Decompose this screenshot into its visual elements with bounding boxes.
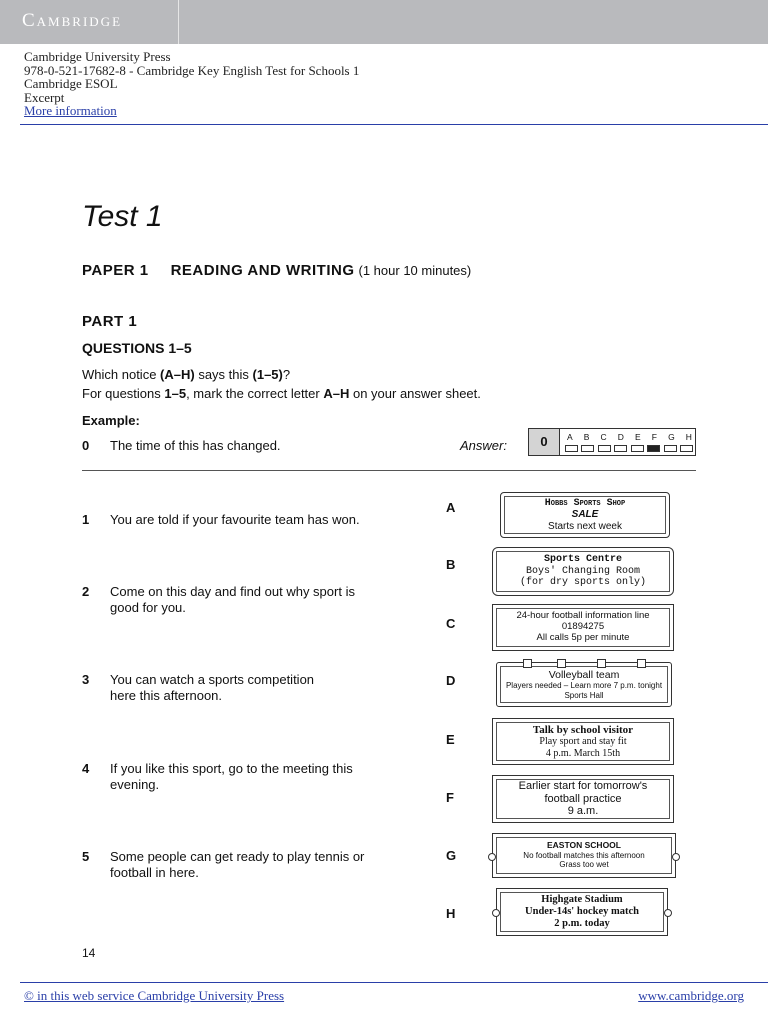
notice-line: (for dry sports only) [519,577,647,589]
instruction-range: 1–5 [164,386,187,401]
question-number: 5 [82,849,90,864]
website-link[interactable]: www.cambridge.org [638,988,744,1003]
copyright-link[interactable]: © in this web service Cambridge University Press [24,988,285,1003]
notice-f [492,775,674,823]
answer-letter: F [651,432,657,442]
notice-letter-f: F [446,790,454,805]
answer-letter: A [567,432,573,442]
question-text: Some people can get ready to play tennis or football in here. [110,849,365,880]
notice-line: No football matches this afternoon [523,851,645,861]
notice-line: 4 p.m. March 15th [545,747,621,759]
notice-line: EASTON SCHOOL [547,840,621,851]
notice-line: Highgate Stadium [541,893,623,905]
notice-line: 01894275 [561,621,605,633]
question-text: You are told if your favourite team has won. [110,512,360,527]
answer-letters [567,432,692,442]
meta-line-type: Excerpt [24,89,65,105]
notice-h [496,888,668,936]
notice-line: Hobbs Sports Shop [544,497,626,509]
notice-line: Starts next week [548,520,622,532]
paper-heading [82,262,471,279]
answer-letter: B [583,432,590,442]
example-text: The time of this has changed. [110,438,281,453]
answer-letter: D [617,432,624,442]
instruction-range: (A–H) [160,367,195,382]
notice-line: Play sport and stay fit [539,736,627,748]
notice-line: SALE [571,509,599,521]
notice-letter-e: E [446,732,455,747]
meta-line-imprint: Cambridge ESOL [24,76,118,91]
notice-line: Earlier start for tomorrow's [518,780,648,793]
question-number: 3 [82,672,90,687]
answer-letter: E [635,432,641,442]
question-text: You can watch a sports competition here this afternoon. [110,672,315,703]
notice-line: All calls 5p per minute [536,631,630,643]
more-information-link[interactable]: More information [24,103,117,118]
instruction-text: , mark the correct letter [186,386,324,401]
banner-divider [178,0,179,44]
instruction-text: ? [282,367,291,382]
instruction-1 [82,367,290,382]
meta-line-isbn: 978-0-521-17682-8 - Cambridge Key English Test for Schools 1 [24,62,360,78]
instruction-2 [82,386,481,401]
question-number: 2 [82,584,90,599]
notice-letter-g: G [446,848,457,863]
notice-line: Players needed – Learn more 7 p.m. tonight [505,681,663,691]
cambridge-logo: Cambridge [22,10,123,31]
notice-d [496,662,672,707]
answer-bubbles [565,445,693,452]
pin-icon [557,659,566,668]
header-rule [20,124,768,125]
test-title: Test 1 [82,200,163,233]
notice-e [492,718,674,765]
notice-line: Boys' Changing Room [525,565,641,577]
pin-icon [597,659,606,668]
notice-line: Volleyball team [548,669,620,682]
question-number: 4 [82,761,90,776]
notice-letter-d: D [446,673,456,688]
answer-letter: G [668,432,675,442]
example-answer-grid [528,428,696,456]
bolt-icon [492,909,500,917]
pin-icon [523,659,532,668]
question-text: If you like this sport, go to the meeting this evening. [110,761,353,792]
questions-heading: QUESTIONS 1–5 [82,340,192,356]
answer-letter: C [600,432,607,442]
answer-bubble-f [647,445,660,452]
notice-letter-b: B [446,557,456,572]
notice-g [492,833,676,878]
notice-line: football practice [544,792,622,805]
notice-line: Sports Centre [543,554,622,566]
notice-line: 24-hour football information line [516,610,650,622]
footer-rule [20,982,768,983]
instruction-text: says this [194,367,253,382]
meta-line-publisher: Cambridge University Press [24,49,171,64]
notice-line: Grass too wet [559,860,609,870]
answer-bubble-h [680,445,693,452]
answer-bubble-e [631,445,644,452]
notice-line: 2 p.m. today [554,918,610,930]
answer-zero-cell: 0 [529,429,560,455]
bolt-icon [664,909,672,917]
notice-line: Under-14s' hockey match [525,905,639,917]
notice-a [500,492,670,538]
answer-label: Answer: [460,438,507,453]
publication-meta [24,50,359,118]
answer-bubble-b [581,445,594,452]
notice-b [492,547,674,596]
answer-bubble-g [664,445,677,452]
paper-title: READING AND WRITING [170,262,355,279]
question-text: Come on this day and find out why sport is good for you. [110,584,355,615]
answer-bubble-c [598,445,611,452]
instruction-range: A–H [323,386,350,401]
bolt-icon [488,853,496,861]
notice-line: Talk by school visitor [532,723,634,736]
notice-letter-a: A [446,500,456,515]
question-number: 1 [82,512,90,527]
bolt-icon [672,853,680,861]
notice-c [492,604,674,651]
page-number: 14 [82,946,96,960]
pin-icon [637,659,646,668]
notice-line: Sports Hall [564,690,604,700]
part-heading: PART 1 [82,313,138,330]
instruction-text: For questions [82,386,165,401]
example-label: Example: [82,413,140,428]
instruction-text: on your answer sheet. [349,386,481,401]
answer-letter: H [685,432,692,442]
answer-bubble-d [614,445,627,452]
section-divider [82,470,696,471]
instruction-text: Which notice [82,367,161,382]
paper-duration: (1 hour 10 minutes) [358,263,472,278]
instruction-range: (1–5) [252,367,283,382]
notice-letter-h: H [446,906,456,921]
notice-letter-c: C [446,616,456,631]
example-number: 0 [82,438,90,453]
paper-label: PAPER 1 [82,262,149,279]
answer-bubble-a [565,445,578,452]
notice-line: 9 a.m. [567,805,599,818]
